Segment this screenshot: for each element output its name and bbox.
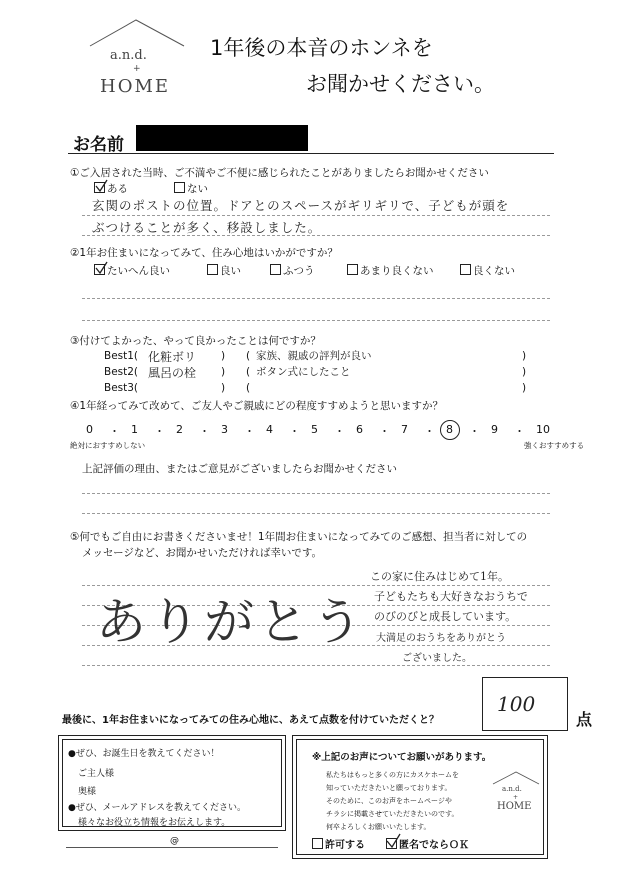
allow-checkbox[interactable] [312, 838, 323, 849]
q2-opt4-checkbox[interactable] [347, 264, 358, 275]
q1-line1 [82, 215, 550, 216]
small-logo-plus: + [513, 794, 519, 801]
permission-body-5: 何卒よろしくお願いいたします。 [326, 823, 431, 831]
q2-opt5-label: 良くない [473, 265, 515, 277]
best1-open: ( [246, 350, 251, 362]
scale-dot: ・ [334, 425, 345, 438]
q2-option-2[interactable] [207, 263, 241, 278]
check-icon [385, 833, 401, 849]
email-subtext: 様々なお役立ち情報をお伝えします。 [78, 818, 231, 828]
best1-close: ) [221, 350, 226, 362]
best1-item: 化粧ボリ [148, 350, 197, 364]
q5-line5 [82, 665, 550, 666]
small-logo-top: a.n.d. [502, 785, 522, 793]
q2-line1 [82, 298, 550, 299]
small-logo [492, 771, 540, 819]
scale-dot: ・ [289, 425, 300, 438]
scale-5[interactable]: 5 [311, 423, 318, 436]
best2-reason: ボタン式にしたこと [256, 366, 351, 378]
page-title-line2: お聞かせください。 [306, 72, 495, 96]
email-field[interactable] [66, 847, 278, 848]
scale-dot: ・ [154, 425, 165, 438]
q4-question: ④1年経ってみて改めて、ご友人やご親戚にどの程度すすめようと思いますか？ [70, 400, 443, 412]
logo [88, 18, 188, 100]
q2-option-4[interactable] [347, 263, 434, 278]
best3-close2: ) [522, 382, 527, 394]
scale-7[interactable]: 7 [401, 423, 408, 436]
wife-label: 奥様 [78, 787, 97, 797]
scale-dot: ・ [469, 425, 480, 438]
q1-no-checkbox[interactable] [174, 182, 185, 193]
permission-heading: ※上記のお声についてお願いがあります。 [312, 752, 492, 763]
q5-msg-line2: 子どもたちも大好きなおうちで [374, 590, 528, 603]
q2-opt3-label: ふつう [283, 265, 315, 277]
best1-reason: 家族、親戚の評判が良い [256, 350, 372, 362]
best3-label: Best3( [104, 382, 139, 394]
q1-question: ①ご入居された当時、ご不満やご不便に感じられたことがありましたらお聞かせください [70, 167, 489, 179]
q1-yes-label: ある [107, 183, 128, 195]
q1-answer-line1: 玄関のポストの位置。ドアとのスペースがギリギリで、子どもが頭を [92, 198, 510, 213]
q4-reason-prompt: 上記評価の理由、またはご意見がございましたらお聞かせください [82, 463, 397, 475]
q2-opt3-checkbox[interactable] [270, 264, 281, 275]
q5-msg-line1: この家に住みはじめて1年。 [370, 570, 509, 583]
best2-close2: ) [522, 366, 527, 378]
score-value: 100 [497, 692, 536, 716]
q5-big-text: ありがとう [96, 593, 366, 651]
q4-line2 [82, 513, 550, 514]
at-sign: @ [170, 836, 179, 846]
score-unit: 点 [576, 710, 593, 729]
scale-4[interactable]: 4 [266, 423, 273, 436]
q2-option-5[interactable] [460, 263, 515, 278]
best2-label: Best2( [104, 366, 139, 378]
q1-option-no[interactable] [174, 181, 208, 196]
scale-6[interactable]: 6 [356, 423, 363, 436]
permission-body-3: そのために、このお声をホームページや [326, 797, 452, 805]
logo-top-text: a.n.d. [110, 48, 147, 63]
allow-option[interactable] [312, 836, 365, 851]
birthday-prompt: ●ぜひ、お誕生日を教えてください！ [68, 749, 220, 759]
scale-10[interactable]: 10 [536, 423, 550, 436]
score-box[interactable] [482, 677, 568, 731]
page-title-line1: 1年後の本音のホンネを [210, 36, 433, 60]
q3-question: ③付けてよかった、やって良かったことは何ですか？ [70, 335, 321, 347]
selection-circle [440, 420, 460, 440]
best2-close: ) [221, 366, 226, 378]
scale-high-label: 強くおすすめする [524, 441, 585, 450]
best3-open: ( [246, 382, 251, 394]
q2-opt1-checkbox[interactable] [94, 264, 105, 275]
q1-no-label: ない [187, 183, 208, 195]
permission-body-4: チラシに掲載させていただきたいのです。 [326, 810, 459, 818]
allow-label: 許可する [325, 840, 365, 851]
check-icon [94, 179, 108, 193]
scale-low-label: 絶対におすすめしない [70, 441, 146, 450]
scale-dot: ・ [514, 425, 525, 438]
q5-question-line1: ⑤何でもご自由にお書きくださいませ！1年間お住まいになってみてのご感想、担当者に対しての [70, 531, 528, 543]
q2-opt5-checkbox[interactable] [460, 264, 471, 275]
q1-option-yes[interactable] [94, 181, 128, 196]
scale-dot: ・ [199, 425, 210, 438]
scale-dot: ・ [379, 425, 390, 438]
best1-close2: ) [522, 350, 527, 362]
check-icon [94, 261, 108, 275]
anonymous-label: 匿名でならＯＫ [399, 840, 469, 851]
permission-body-2: 知っていただきたいと願っております。 [326, 784, 452, 792]
scale-3[interactable]: 3 [221, 423, 228, 436]
anonymous-option[interactable] [386, 836, 469, 851]
name-underline [68, 153, 554, 154]
name-redaction [136, 125, 308, 151]
best3-close: ) [221, 382, 226, 394]
scale-dot: ・ [424, 425, 435, 438]
q5-question-line2: メッセージなど、お聞かせいただければ幸いです。 [82, 547, 323, 559]
scale-8[interactable]: 8 [446, 423, 453, 436]
q5-msg-line5: ございました。 [402, 653, 472, 664]
q1-line2 [82, 235, 550, 236]
best2-open: ( [246, 366, 251, 378]
scale-dot: ・ [109, 425, 120, 438]
best1-label: Best1( [104, 350, 139, 362]
q5-msg-line3: のびのびと成長しています。 [374, 610, 517, 623]
q2-opt1-label: たいへん良い [107, 265, 170, 277]
score-prompt: 最後に、1年お住まいになってみての住み心地に、あえて点数を付けていただくと？ [62, 715, 439, 726]
q2-option-1[interactable] [94, 263, 170, 278]
scale-0[interactable]: 0 [86, 423, 93, 436]
scale-2[interactable]: 2 [176, 423, 183, 436]
q2-opt4-label: あまり良くない [360, 265, 434, 277]
q2-line2 [82, 320, 550, 321]
q5-msg-line4: 大満足のおうちをありがとう [376, 633, 506, 644]
q2-opt2-label: 良い [220, 265, 241, 277]
husband-label: ご主人様 [78, 769, 115, 779]
roof-icon [88, 18, 188, 48]
q2-opt2-checkbox[interactable] [207, 264, 218, 275]
best2-item: 風呂の栓 [148, 366, 197, 380]
small-logo-bottom: HOME [497, 801, 532, 812]
q2-option-3[interactable] [270, 263, 315, 278]
scale-1[interactable]: 1 [131, 423, 138, 436]
roof-icon [492, 771, 540, 785]
q1-yes-checkbox[interactable] [94, 182, 105, 193]
logo-plus: + [133, 64, 141, 74]
name-label: お名前 [73, 135, 124, 155]
scale-dot: ・ [244, 425, 255, 438]
q4-line1 [82, 493, 550, 494]
email-prompt: ●ぜひ、メールアドレスを教えてください。 [68, 803, 247, 813]
anonymous-checkbox[interactable] [386, 838, 397, 849]
q1-answer-line2: ぶつけることが多く、移設しました。 [92, 220, 322, 235]
recommend-scale [82, 420, 552, 440]
scale-9[interactable]: 9 [491, 423, 498, 436]
q2-question: ②1年お住まいになってみて、住み心地はいかがですか？ [70, 247, 338, 259]
permission-body-1: 私たちはもっと多くの方にカスケホームを [326, 771, 459, 779]
logo-bottom-text: HOME [100, 76, 171, 97]
